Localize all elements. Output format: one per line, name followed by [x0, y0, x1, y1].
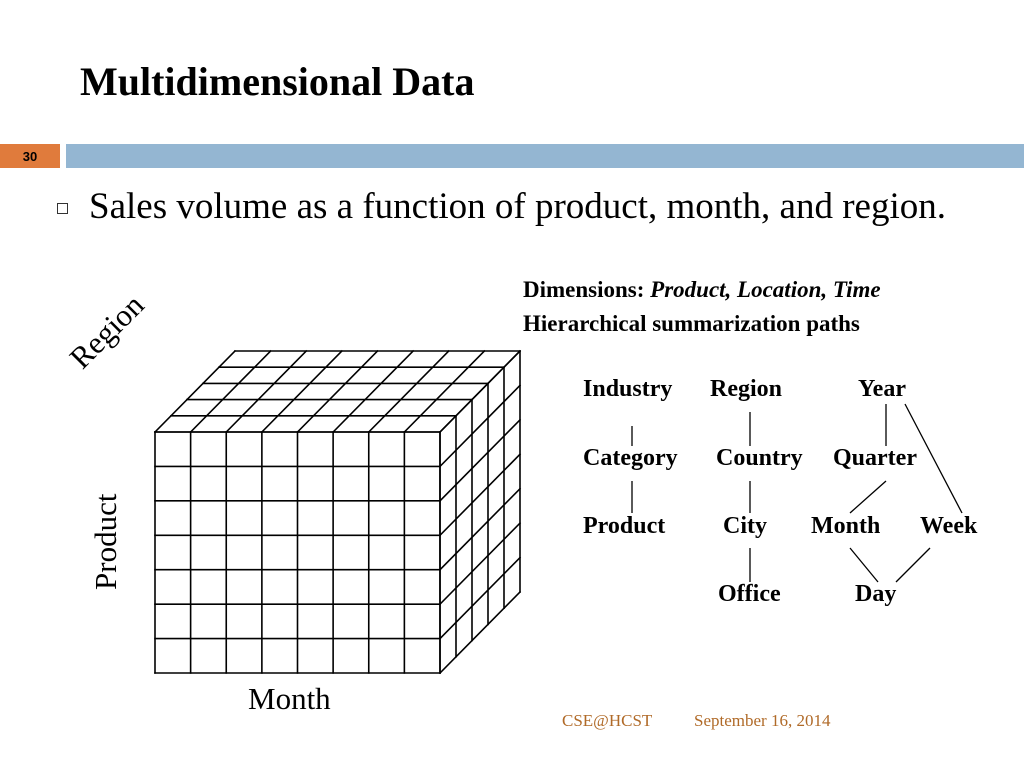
node-day: Day [855, 581, 897, 607]
node-region: Region [710, 376, 782, 402]
node-country: Country [716, 445, 803, 471]
node-office: Office [718, 581, 781, 607]
footer-organization: CSE@HCST [562, 711, 653, 730]
month-axis-label: Month [248, 681, 331, 716]
node-industry: Industry [583, 376, 673, 402]
region-axis-label: Region [62, 287, 151, 376]
slide-title: Multidimensional Data [80, 59, 475, 104]
node-quarter: Quarter [833, 445, 917, 471]
node-month: Month [811, 513, 881, 539]
edge-month-day [850, 548, 878, 582]
dimensions-prefix: Dimensions: [523, 277, 645, 302]
node-product: Product [583, 513, 666, 539]
slide-number-badge: 30 [0, 144, 60, 168]
footer-date: September 16, 2014 [694, 711, 831, 730]
edge-week-day [896, 548, 930, 582]
product-axis-label: Product [88, 493, 123, 590]
node-city: City [723, 513, 767, 539]
bullet-text: Sales volume as a function of product, month, and region. [89, 186, 946, 227]
dimensions-values: Product, Location, Time [650, 277, 881, 302]
node-year: Year [858, 376, 906, 402]
node-week: Week [920, 513, 978, 539]
edge-quarter-month [850, 481, 886, 513]
summarization-paths-heading: Hierarchical summarization paths [523, 311, 860, 336]
node-category: Category [583, 445, 678, 471]
